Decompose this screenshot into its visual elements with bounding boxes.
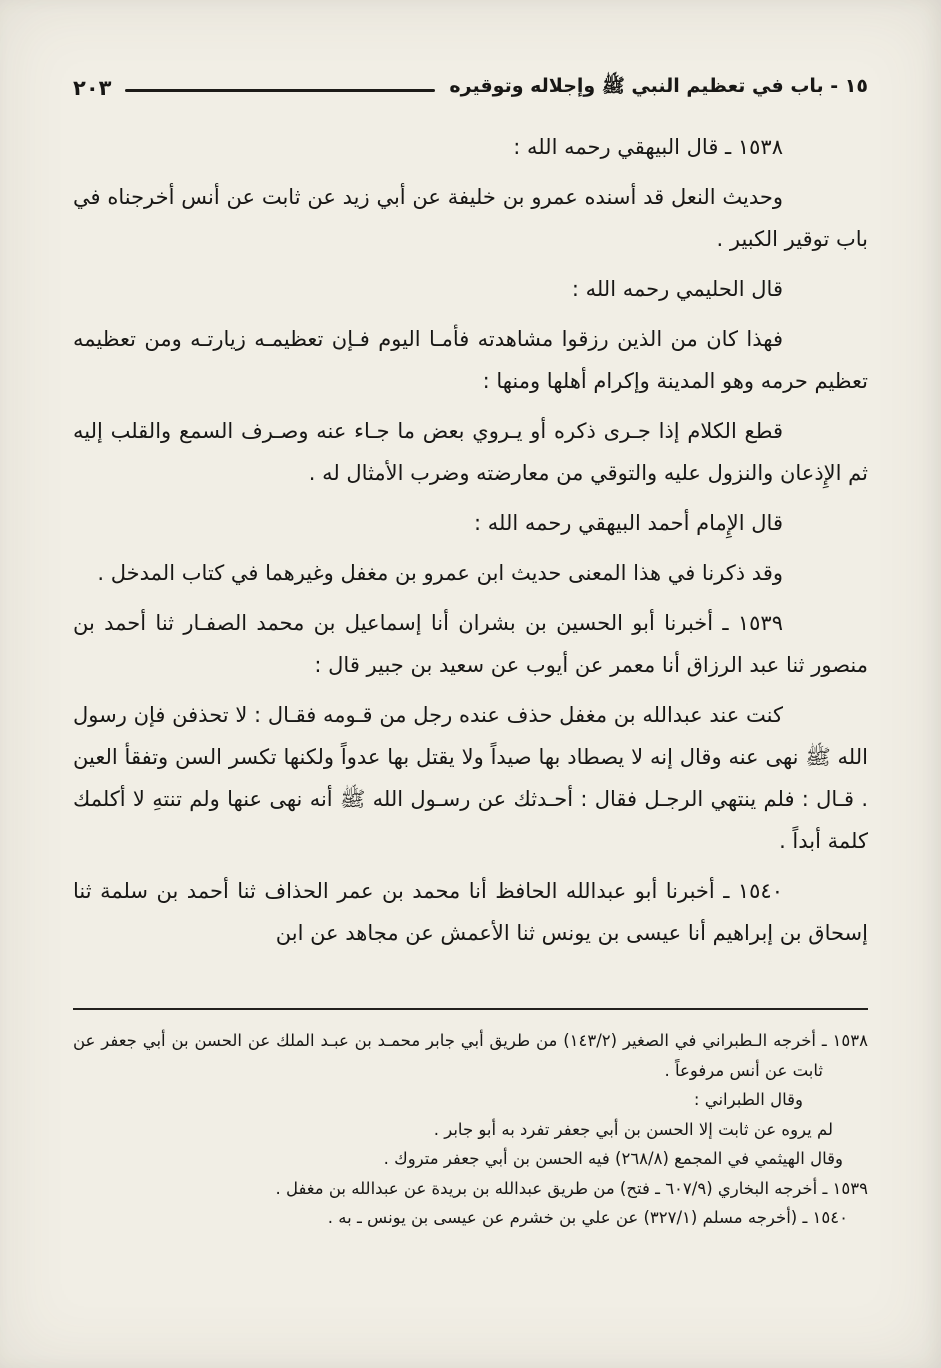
footnote-separator-rule (73, 1008, 868, 1010)
paragraph-bayhaqi-heading: قال الإِمام أحمد البيهقي رحمه الله : (474, 511, 783, 535)
paragraph-veneration-today: فهذا كان من الذين رزقوا مشاهدته فأمـا اليوم فـإن تعظيمـه زيارتـه ومن تعظيمه تعظيم حرمه وهو المدينة وإكرام أهلها ومنها : (73, 327, 868, 393)
paragraph-1540-isnad: ١٥٤٠ ـ أخبرنا أبو عبدالله الحافظ أنا محمد بن عمر الحذاف ثنا أحمد بن سلمة ثنا إسحاق بن إبراهيم أنا عيسى بن يونس ثنا الأعمش عن مجاهد عن ابن (73, 879, 868, 945)
footnotes-block (73, 1026, 868, 1233)
footnote-haythami-quote: وقال الهيثمي في المجمع (٢٦٨/٨) فيه الحسن بن أبي جعفر متروك . (383, 1149, 843, 1168)
page-header (73, 74, 868, 102)
paragraph-1539-matn: كنت عند عبدالله بن مغفل حذف عنده رجل من قـومه فقـال : لا تحذفن فإن رسول الله ﷺ نهى عنه وقال إنه لا يصطاد بها صيداً ولا يقتل بها عدواً ولكنها تكسر السن وتفقأ العين . قـال : فلم ينتهي الرجـل فقال : أحـدثك عن رسـول الله ﷺ أنه نهى عنها ولم تنتهِ لا أكلمك كلمة أبداً . (73, 703, 868, 853)
main-text-block (73, 126, 868, 962)
footnote-1538-takhrij: ١٥٣٨ ـ أخرجه الـطبراني في الصغير (١٤٣/٢) من طريق أبي جابر محمـد بن عبـد الملك عن الحسن بن أبي جعفر عن ثابت عن أنس مرفوعاً . (73, 1031, 868, 1080)
page-number: ٢٠٣ (73, 76, 112, 100)
paragraph-madkhal-reference: وقد ذكرنا في هذا المعنى حديث ابن عمرو بن مغفل وغيرهما في كتاب المدخل . (97, 561, 783, 585)
paragraph-cutting-speech: قطع الكلام إذا جـرى ذكره أو يـروي بعض ما جـاء عنه وصـرف السمع والقلب إليه ثم الإِذعان والنزول عليه والتوقي من معارضته وضرب الأمثال له . (73, 419, 868, 485)
chapter-title: ١٥ - باب في تعظيم النبي ﷺ وإجلاله وتوقيره (449, 75, 868, 97)
footnote-tabarani-said: وقال الطبراني : (693, 1090, 803, 1109)
footnote-tabarani-quote: لم يروه عن ثابت إلا الحسن بن أبي جعفر تفرد به أبو جابر . (433, 1119, 833, 1139)
footnote-1540-takhrij: ١٥٤٠ ـ (أخرجه مسلم (٣٢٧/١) عن علي بن خشرم عن عيسى بن يونس ـ به . (327, 1208, 848, 1227)
paragraph-hadith-sandal: وحديث النعل قد أسنده عمرو بن خليفة عن أبي زيد عن ثابت عن أنس أخرجناه في باب توقير الكبير . (73, 185, 868, 251)
footnote-1539-takhrij: ١٥٣٩ ـ أخرجه البخاري (٦٠٧/٩ ـ فتح) من طريق عبدالله بن بريدة عن عبدالله بن مغفل . (275, 1178, 868, 1198)
paragraph-halimi-heading: قال الحليمي رحمه الله : (571, 277, 783, 301)
header-rule (125, 89, 435, 92)
paragraph-1539-isnad: ١٥٣٩ ـ أخبرنا أبو الحسين بن بشران أنا إسماعيل بن محمد الصفـار ثنا أحمد بن منصور ثنا عبد الرزاق أنا معمر عن أيوب عن سعيد بن جبير قال : (73, 611, 868, 677)
paragraph-1538-heading: ١٥٣٨ ـ قال البيهقي رحمه الله : (513, 135, 783, 159)
